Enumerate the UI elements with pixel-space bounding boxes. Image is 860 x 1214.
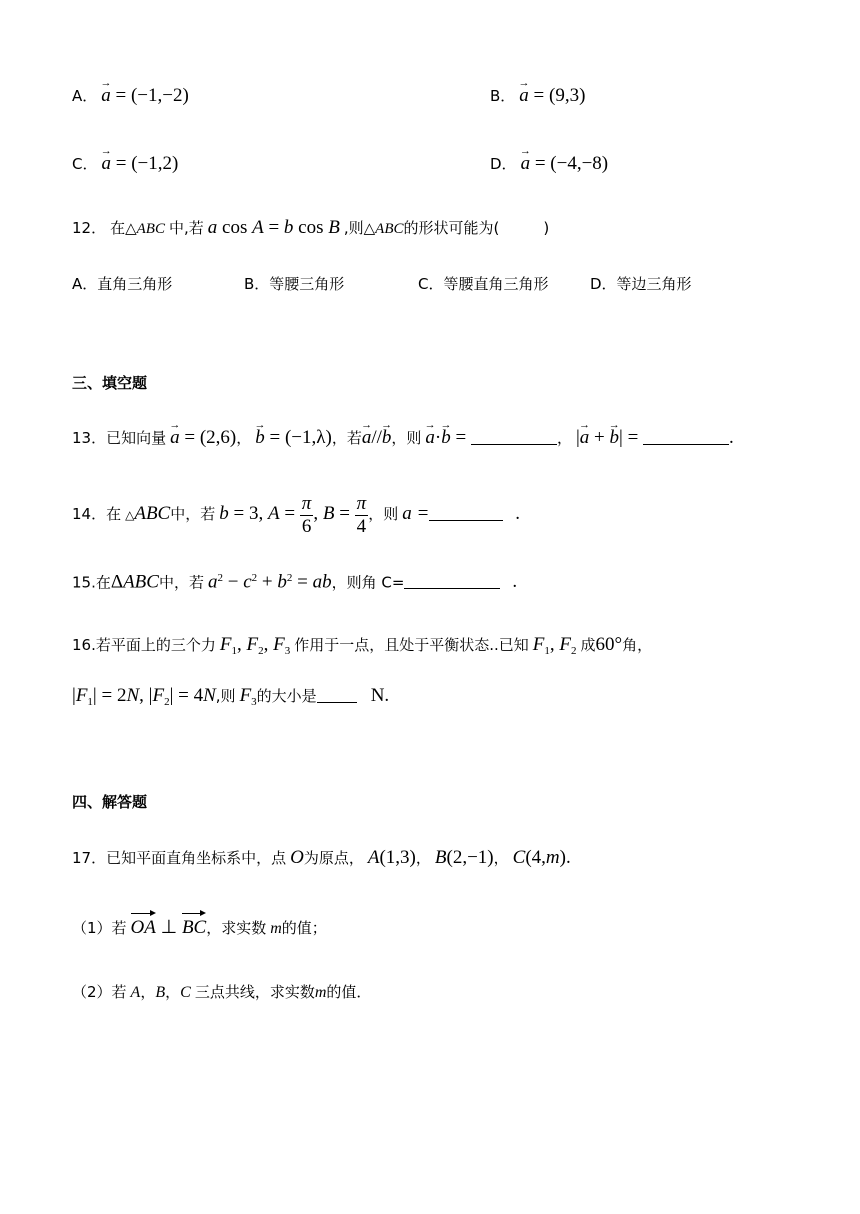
question-14: 14．在 △ABC中，若 b = 3, A = $\frac{\pi}{6}$ , B = $\frac{\pi}{4}$ ，则 a = . [72,493,521,537]
q11-option-c: C． → a = (−1,2) D． → a = (−4,−8) [72,152,178,177]
option-label: B． [490,87,516,105]
answer-blank[interactable] [404,588,500,589]
fraction: $\frac{\pi}{4}$ [356,493,367,537]
question-13: 13．已知向量 → a = (2,6)， → b = (−1,λ)，若→ a//→ b，则 → a·→ b = ， |→ a + → b| = . [72,426,734,451]
option-label: A． [72,87,98,105]
option-value: (−1,−2) [130,85,189,106]
option-value: (−1,2) [131,153,179,174]
question-16-line-2: $|F_1| = 2N$, $|F_2| = 4N$,则 $F_3$的大小是 N. [72,685,390,709]
question-15: 15.在ΔABC中，若 $a^2 - c^2 + b^2$ = ab，则角 C= . [72,571,518,593]
option-label: D． [490,155,517,173]
option-value: (9,3) [549,85,586,106]
q11-option-d: D． → a = (−4,−8) [490,152,608,177]
section-title-fill-in: 三、填空题 [72,374,148,392]
question-17-part-1: （1）若 OA ⊥ BC，求实数 m的值； [72,917,327,938]
question-12: 12． 在△ABC 中,若 a cos A = b cos B ,则△ABC的形状可能为( ) [72,217,550,238]
q12-option-a: A．直角三角形 [72,275,173,293]
option-label: C． [72,155,98,173]
option-value: (−4,−8) [550,153,609,174]
answer-blank[interactable] [471,444,557,445]
q12-option-d: D．等边三角形 [590,275,692,293]
question-17: 17．已知平面直角坐标系中，点 O为原点， A(1,3)， B(2,−1)， C(4,m). [72,847,571,868]
answer-blank[interactable] [429,520,503,521]
question-17-part-2: （2）若 A，B，C 三点共线，求实数m的值． [72,983,372,1001]
section-title-solutions: 四、解答题 [72,793,148,811]
q12-option-c: C．等腰直角三角形 [418,275,549,293]
q12-option-b: B．等腰三角形 [244,275,345,293]
q11-option-b: B． → a = (9,3) [490,84,585,109]
q12-options [72,272,692,297]
question-16-line-1: 16.若平面上的三个力 $F_1$, $F_2$, $F_3$ 作用于一点，且处于平衡状态..已知 $F_1$, $F_2$ 成60°角， [72,634,653,658]
q11-option-a: A． → a = (−1,−2) B． → a = (9,3) [72,84,189,109]
answer-blank[interactable] [643,444,729,445]
answer-blank[interactable] [317,702,357,703]
fraction: $\frac{\pi}{6}$ [301,493,312,537]
